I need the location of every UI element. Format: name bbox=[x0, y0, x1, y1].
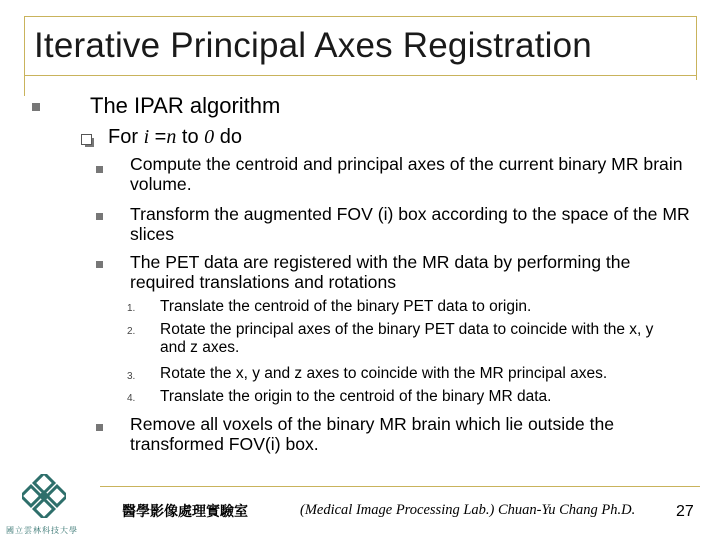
step-bullet bbox=[96, 261, 103, 268]
level1-bullet bbox=[32, 103, 40, 111]
loop-zero: 0 bbox=[204, 126, 215, 148]
page-number: 27 bbox=[676, 503, 694, 520]
loop-n: n bbox=[166, 126, 177, 148]
section-heading: The IPAR algorithm bbox=[90, 93, 281, 118]
substep-3: Rotate the x, y and z axes to coincide with the MR principal axes. bbox=[160, 365, 608, 382]
loop-var: i bbox=[143, 126, 150, 148]
step-bullet bbox=[96, 213, 103, 220]
substep-2: Rotate the principal axes of the binary PET data to coincide with the x, y and z axes. bbox=[160, 321, 654, 356]
substep-number: 4. bbox=[127, 393, 136, 404]
lab-name-english: (Medical Image Processing Lab.) Chuan-Yu Chang Ph.D. bbox=[300, 502, 636, 518]
substep-1: Translate the centroid of the binary PET data to origin. bbox=[160, 298, 532, 315]
step-bullet bbox=[96, 166, 103, 173]
lab-name-chinese: 醫學影像處理實驗室 bbox=[122, 503, 248, 519]
slide-title: Iterative Principal Axes Registration bbox=[34, 26, 592, 65]
substep-4: Translate the origin to the centroid of the binary MR data. bbox=[160, 388, 552, 405]
step-bullet bbox=[96, 424, 103, 431]
level2-bullet bbox=[81, 134, 92, 145]
step-4: Remove all voxels of the binary MR brain which lie outside the transformed FOV(i) box. bbox=[130, 414, 615, 454]
university-name: 國立雲林科技大學 bbox=[6, 526, 78, 535]
step-1: Compute the centroid and principal axes of the current binary MR brain volume. bbox=[130, 154, 683, 194]
step-3: The PET data are registered with the MR data by performing the required translations and rotations bbox=[130, 252, 631, 292]
substep-number: 2. bbox=[127, 326, 136, 337]
title-underline bbox=[24, 75, 696, 76]
frame-right-line bbox=[696, 16, 697, 80]
loop-to: to bbox=[176, 126, 205, 148]
substep-number: 1. bbox=[127, 303, 136, 314]
loop-statement bbox=[108, 126, 242, 149]
loop-prefix: For bbox=[108, 126, 144, 148]
footer-rule bbox=[100, 486, 700, 487]
substep-number: 3. bbox=[127, 371, 136, 382]
step-2: Transform the augmented FOV (i) box according to the space of the MR slices bbox=[130, 204, 690, 244]
loop-eq: = bbox=[149, 126, 167, 148]
university-logo-icon bbox=[22, 474, 66, 518]
frame-left-line bbox=[24, 16, 25, 96]
frame-top-line bbox=[24, 16, 696, 17]
loop-do: do bbox=[214, 126, 242, 148]
